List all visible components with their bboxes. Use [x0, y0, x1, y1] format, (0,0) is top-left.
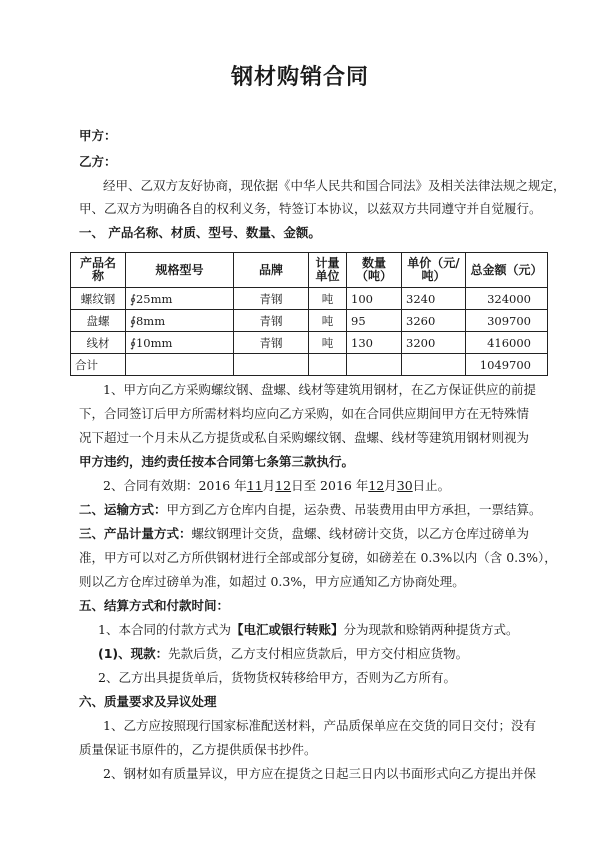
measure-text: 螺纹钢理计交货，盘螺、线材磅计交货，以乙方仓库过磅单为: [191, 526, 530, 541]
clause-1-breach: 甲方违约，违约责任按本合同第七条第三款执行。: [79, 454, 355, 469]
quality-line-2: 质量保证书原件的，乙方提供质保书抄件。: [79, 742, 317, 757]
cell-brand: 青钢: [234, 310, 309, 332]
table-total-row: [71, 354, 548, 376]
transport-text: 甲方到乙方仓库内自提，运杂费、吊装费用由甲方承担，一票结算。: [166, 502, 542, 517]
cell-quantity: 130: [347, 332, 402, 354]
cell-unit-price: 3200: [402, 332, 466, 354]
cell-quantity: 95: [347, 310, 402, 332]
cell-unit: 吨: [309, 332, 347, 354]
payment-method-line: 1、本合同的付款方式为【电汇或银行转账】分为现款和赊销两种提货方式。: [98, 622, 519, 637]
header-spec: 规格型号: [126, 253, 234, 288]
contract-title: 钢材购销合同: [230, 65, 369, 90]
header-brand: 品牌: [234, 253, 309, 288]
header-product-name: 产品名称: [71, 253, 126, 288]
cell-unit-price: 3240: [402, 288, 466, 310]
table-row: [71, 310, 548, 332]
clause-1-line-1: 1、甲方向乙方采购螺纹钢、盘螺、线材等建筑用钢材，在乙方保证供应的前提: [103, 382, 536, 397]
table-row: [71, 332, 548, 354]
cell-total: 416000: [466, 332, 548, 354]
transport-clause: [79, 500, 542, 518]
cell-quantity: 100: [347, 288, 402, 310]
cell-unit: 吨: [309, 288, 347, 310]
cell-spec: ∮10mm: [126, 332, 234, 354]
cell-product: 线材: [71, 332, 126, 354]
header-unit-price: 单价（元/吨）: [402, 253, 466, 288]
cell-unit-price: 3260: [402, 310, 466, 332]
party-b-label: 乙方：: [79, 154, 117, 169]
clause-1-line-2: 下，合同签订后甲方所需材料均应向乙方采购，如在合同供应期间甲方在无特殊情: [79, 406, 530, 421]
party-a-label: 甲方：: [79, 128, 117, 143]
cell-total-value: 1049700: [466, 354, 548, 376]
transport-label: 二、运输方式：: [79, 502, 167, 517]
intro-line-1: 经甲、乙双方友好协商，现依据《中华人民共和国合同法》及相关法律法规之规定，: [103, 178, 566, 193]
cell-brand: 青钢: [234, 288, 309, 310]
cell-total: 324000: [466, 288, 548, 310]
quality-line-1: 1、乙方应按照现行国家标准配送材料，产品质保单应在交货的同日交付；没有: [103, 718, 536, 733]
intro-line-2: 甲、乙双方为明确各自的权利义务，特签订本协议，以兹双方共同遵守并自觉履行。: [79, 201, 542, 216]
payment-line-2: 2、乙方出具提货单后，货物货权转移给甲方，否则为乙方所有。: [98, 670, 456, 685]
measure-line-3: 则以乙方仓库过磅单为准，如超过 0.3%，甲方应通知乙方协商处理。: [79, 574, 465, 589]
measure-clause: [79, 524, 529, 542]
section-1-heading: 一、 产品名称、材质、型号、数量、金额。: [79, 225, 321, 240]
clause-2-validity: 2、合同有效期：2016 年11月12日至 2016 年12月30日止。: [103, 478, 451, 493]
cell-product: 螺纹钢: [71, 288, 126, 310]
cell-spec: ∮8mm: [126, 310, 234, 332]
section-6-heading: 六、质量要求及异议处理: [79, 694, 217, 709]
product-table: [70, 252, 548, 376]
table-row: [71, 288, 548, 310]
cell-total: 309700: [466, 310, 548, 332]
section-5-heading: 五、结算方式和付款时间：: [79, 598, 230, 613]
clause-1-line-3: 况下超过一个月未从乙方提货或私自采购螺纹钢、盘螺、线材等建筑用钢材则视为: [79, 430, 530, 445]
cell-brand: 青钢: [234, 332, 309, 354]
cash-payment-line: (1)、现款：先款后货，乙方支付相应货款后，甲方交付相应货物。: [98, 646, 469, 661]
cell-total-label: 合计: [71, 354, 126, 376]
cell-spec: ∮25mm: [126, 288, 234, 310]
header-unit: 计量单位: [309, 253, 347, 288]
cell-product: 盘螺: [71, 310, 126, 332]
header-total: 总金额（元）: [466, 253, 548, 288]
quality-line-3: 2、钢材如有质量异议，甲方应在提货之日起三日内以书面形式向乙方提出并保: [103, 766, 536, 781]
cell-unit: 吨: [309, 310, 347, 332]
measure-line-2: 准，甲方可以对乙方所供钢材进行全部或部分复磅，如磅差在 0.3%以内（含 0.3%），: [79, 550, 557, 565]
measure-label: 三、产品计量方式：: [79, 526, 192, 541]
table-header-row: [71, 253, 548, 288]
header-quantity: 数量（吨）: [347, 253, 402, 288]
